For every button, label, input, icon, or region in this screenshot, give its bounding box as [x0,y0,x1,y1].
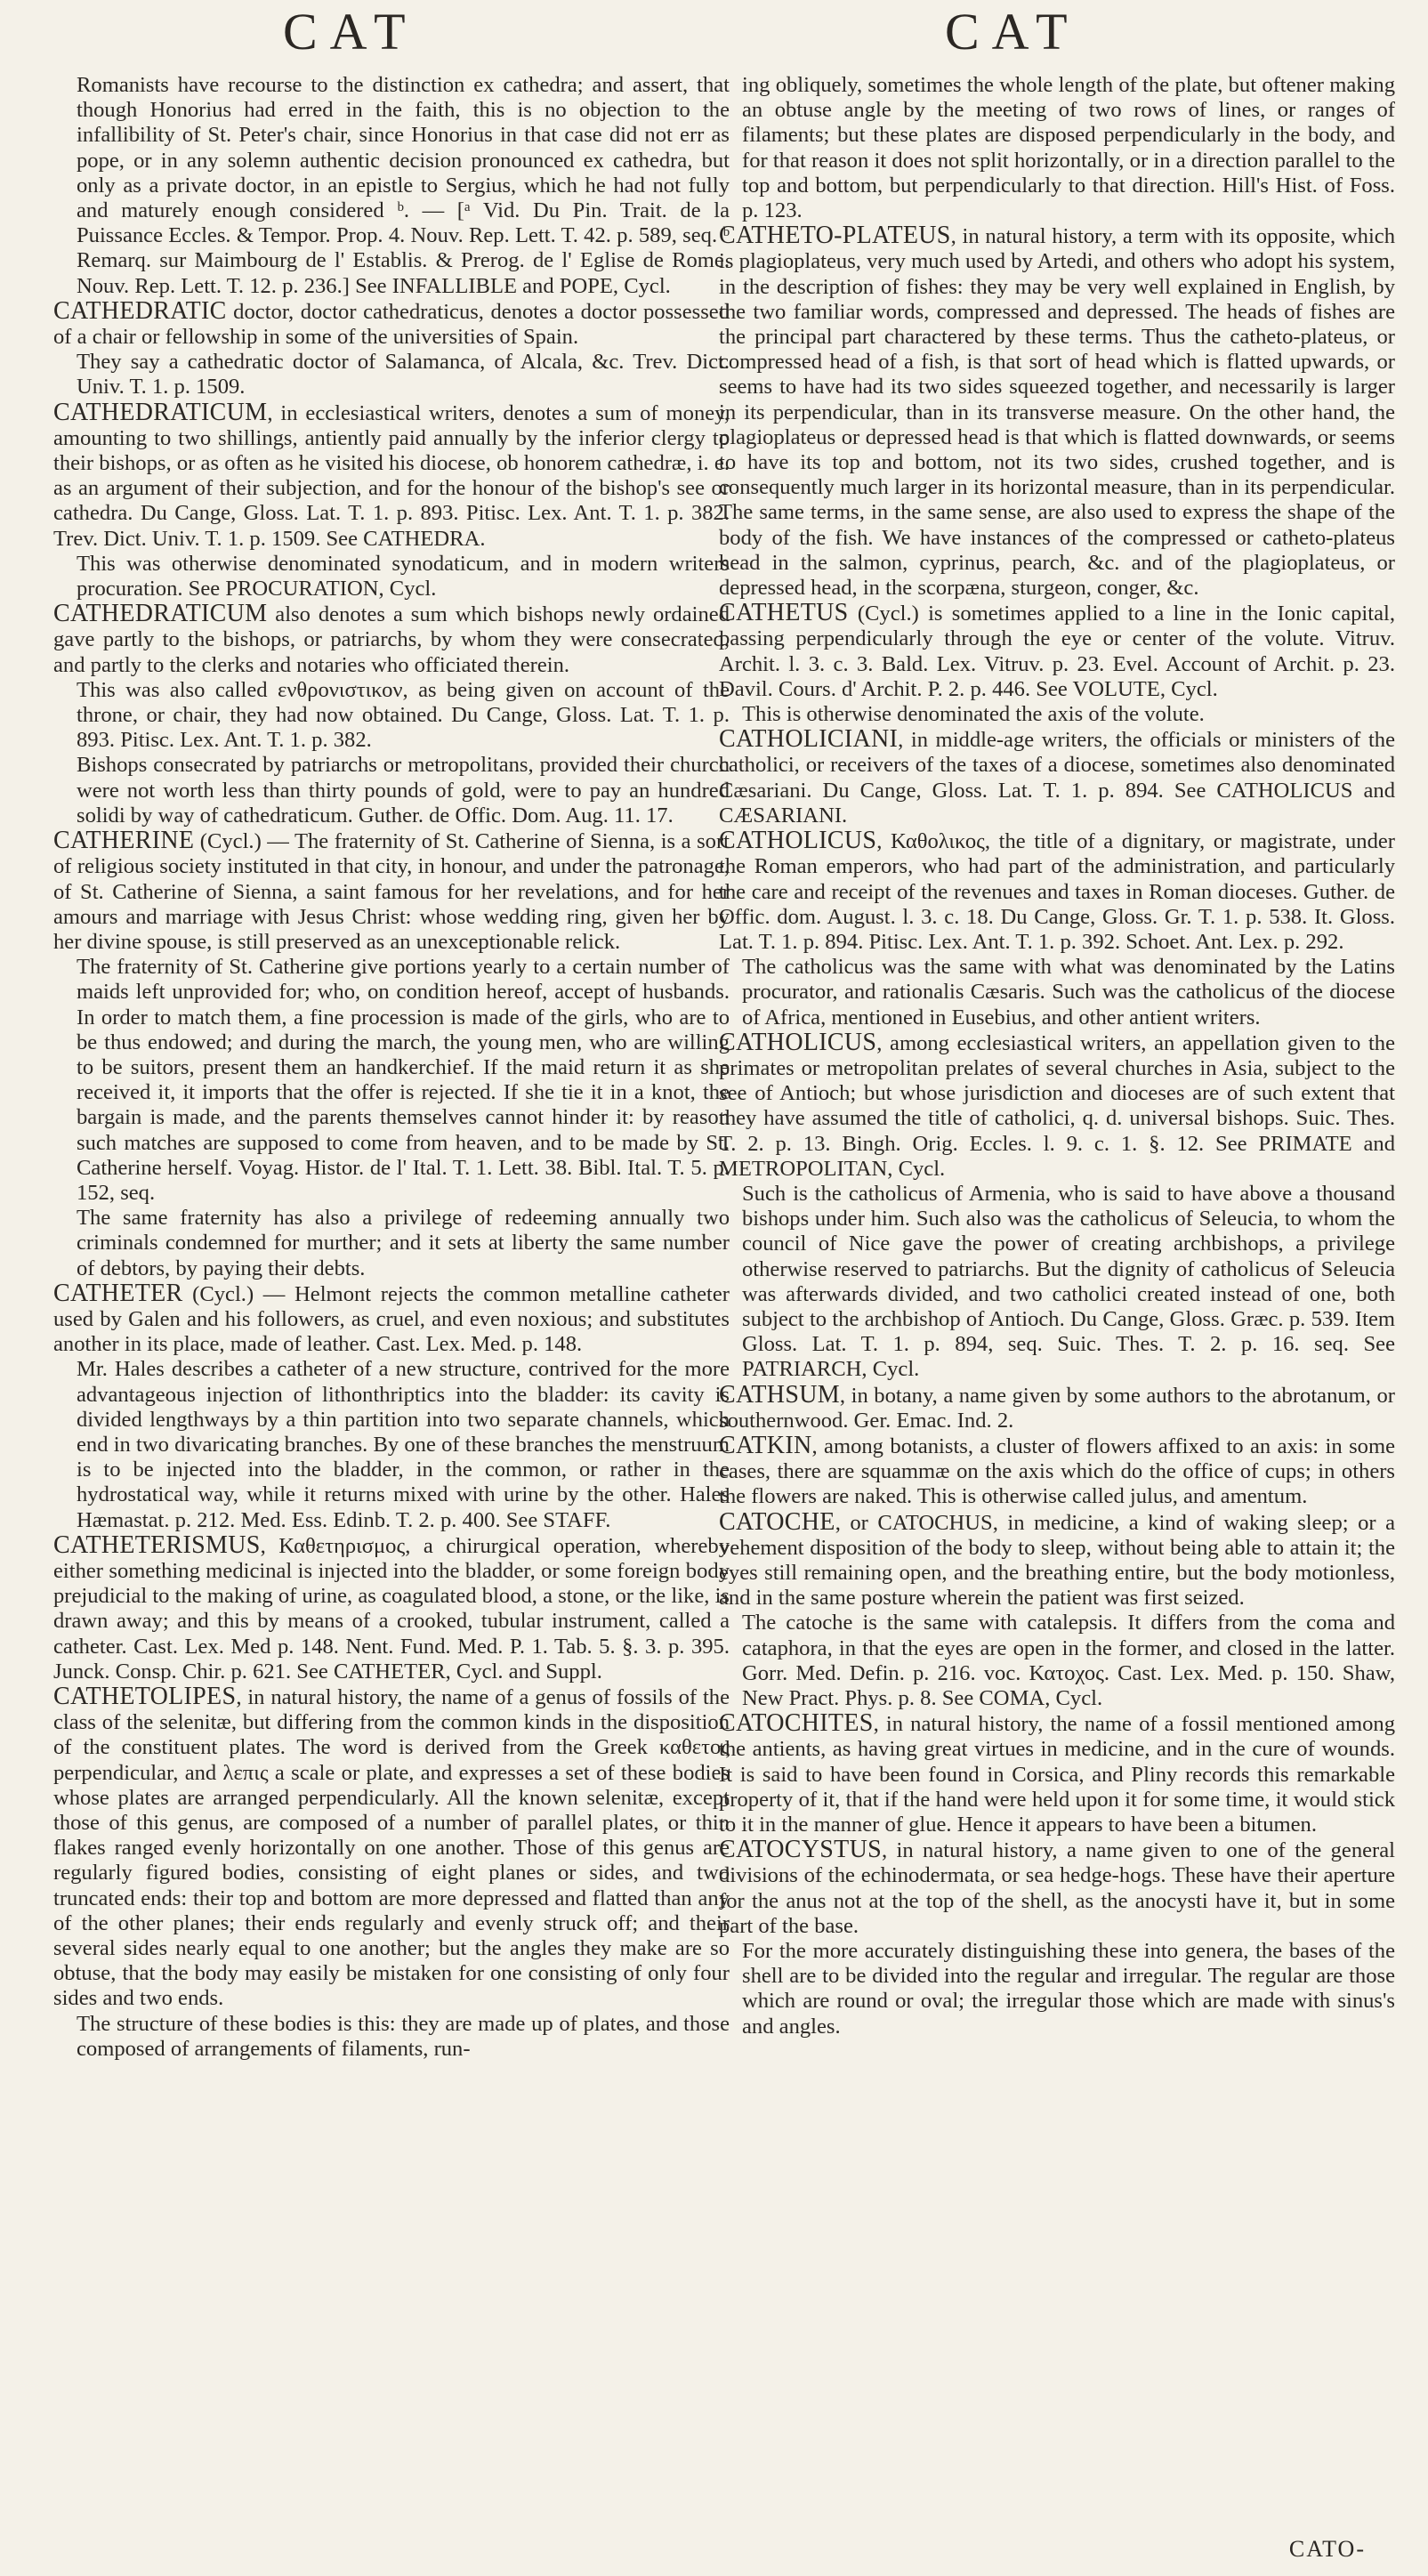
entry-text: , among botanists, a cluster of flowers affixed to an axis: in some cases, there are squammæ on the axis which do the office of cups; in others the flowers are naked. This is otherwise called julus, and amentum. [719,1433,1395,1509]
entry-headword: CATHETERISMUS [53,1530,261,1559]
right-column [719,73,1395,2039]
dictionary-entry [719,828,1395,955]
entry-subparagraph: Bishops consecrated by patriarchs or metropolitans, provided their church were not worth less than thirty pounds of gold, were to pay an hundred solidi by way of cathedraticum. Guther. de Offic. Dom. Aug. 11. 17. [77,753,730,828]
entry-subparagraph: The fraternity of St. Catherine give portions yearly to a certain number of maids left unprovided for; who, on condition hereof, accept of husbands. In order to match them, a fine procession is made of the girls, who are to be thus endowed; and during the march, the young men, who are willing to be suitors, present them an handkerchief. If the maid return it as she received it, it imports that the offer is rejected. If she tie it in a knot, the bargain is made, and the parents themselves cannot hinder it: by reason such matches are supposed to come from heaven, and to be made by St. Catherine herself. Voyag. Histor. de l' Ital. T. 1. Lett. 38. Bibl. Ital. T. 5. p. 152, seq. [77,955,730,1205]
entry-headword: CATHERINE [53,827,195,855]
entry-text: , in natural history, a name given to one of the general divisions of the echinodermata, or sea hedge-hogs. These have their aperture for the anus not at the top of the shell, as the anocysti have it, but in some part of the base. [719,1838,1395,1938]
entry-text: , in middle-age writers, the officials or ministers of the catholici, or receivers of the taxes of a diocese, sometimes also denominated Cæsariani. Du Cange, Gloss. Lat. T. 1. p. 894. See CATHOLICUS and CÆSARIANI. [719,728,1395,828]
running-head-right: CAT [945,3,1080,61]
entry-headword: CATHEDRATICUM [53,398,268,426]
entry-text: , among ecclesiastical writers, an appellation given to the primates or metropolitan prelates of several churches in Asia, subject to the see of Antioch; but whose jurisdiction and dioceses are of such extent that they have assumed the title of catholici, q. d. universal bishops. Suic. Thes. T. 2. p. 13. Bingh. Orig. Eccles. l. 9. c. 1. §. 12. See PRIMATE and METROPOLITAN, Cycl. [719,1030,1395,1181]
entry-text: , Καθετηρισμος, a chirurgical operation, whereby either something medicinal is injected into the bladder, or some foreign body prejudicial to the making of urine, as coagulated blood, a stone, or the like, is drawn away; and this by means of a crooked, tubular instrument, called a catheter. Cast. Lex. Med p. 148. Nent. Fund. Med. P. 1. Tab. 5. §. 3. p. 395. Junck. Consp. Chir. p. 621. See CATHETER, Cycl. and Suppl. [53,1533,730,1684]
column-divider [714,82,715,2520]
entry-headword: CATHEDRATICUM [53,600,268,628]
entry-headword: CATHSUM [719,1380,840,1409]
entry-text: doctor, doctor cathedraticus, denotes a doctor possessed of a chair or fellowship in some of the universities of Spain. [53,299,730,350]
entry-headword: CATOCHITES [719,1709,874,1738]
entry-subparagraph: The catholicus was the same with what was denominated by the Latins procurator, and rationalis Cæsaris. Such was the catholicus of the diocese of Africa, mentioned in Eusebius, and other antient writers. [742,955,1395,1030]
entry-headword: CATHETUS [719,599,849,627]
entry-headword: CATHEDRATIC [53,296,227,325]
entry-subparagraph: They say a cathedratic doctor of Salamanca, of Alcala, &c. Trev. Dict. Univ. T. 1. p. 1509. [77,350,730,400]
entry-headword: CATHOLICUS [719,827,877,855]
dictionary-entry [719,727,1395,828]
running-head-left: CAT [283,3,418,61]
dictionary-entry [53,1530,730,1684]
entry-subparagraph: The catoche is the same with catalepsis. It differs from the coma and cataphora, in that the eyes are open in the former, and closed in the latter. Gorr. Med. Defin. p. 216. voc. Κατοχος. Cast. Lex. Med. p. 150. Shaw, New Pract. Phys. p. 8. See COMA, Cycl. [742,1611,1395,1710]
dictionary-entry [719,1837,1395,1939]
entry-subparagraph: This is otherwise denominated the axis of the volute. [742,702,1205,727]
catchword: CATO- [1288,2536,1366,2562]
entry-text: , or CATOCHUS, in medicine, a kind of waking sleep; or a vehement disposition of the body to sleep, without being able to attain it; the eyes still remaining open, and the breathing entire, but the body motionless, and in the same posture wherein the patient was first seized. [719,1510,1395,1611]
entry-text: , in natural history, a term with its opposite, which is plagioplateus, very much used by Artedi, and others who adopt his system, in the description of fishes: they may be very well explained in English, by the two familiar words, compressed and depressed. The heads of fishes are the principal part charactered by these terms. Thus the catheto-plateus, or compressed head of a fish, is that sort of head which is flatted upwards, or seems to have had its two sides squeezed together, and necessarily is larger in its perpendicular, than in its transverse measure. On the other hand, the plagioplateus or depressed head is that which is flatted downwards, or seems to have its top and bottom, not its two sides, crushed together, and is consequently much larger in its horizontal measure, than in its perpendicular. The same terms, in the same sense, are also used to express the shape of the body of the fish. We have instances of the compressed or catheto-plateus head in the salmon, cyprinus, pearch, &c. and of the plagioplateus, or depressed head, in the scorpæna, sturgeon, conger, &c. [719,224,1395,601]
continued-paragraph: ing obliquely, sometimes the whole length of the plate, but oftener making an obtuse angle by the meeting of two rows of lines, or ranges of filaments; but these plates are disposed perpendicularly in the body, and for that reason it does not split horizontally, or in a direction parallel to the top and bottom, but perpendicularly to that direction. Hill's Hist. of Foss. p. 123. [742,73,1395,223]
dictionary-entry [719,223,1395,601]
entry-headword: CATHETER [53,1279,183,1307]
dictionary-entry [719,1380,1395,1433]
dictionary-entry [53,828,730,955]
entry-text: , in ecclesiastical writers, denotes a sum of money, amounting to two shillings, antiently paid annually by the inferior clergy to their bishops, or as often as he visited his diocese, ob honorem cathedræ, i. e. as an argument of their subjection, and for the honour of the bishop's see or cathedra. Du Cange, Gloss. Lat. T. 1. p. 893. Pitisc. Lex. Ant. T. 1. p. 382. Trev. Dict. Univ. T. 1. p. 1509. See CATHEDRA. [53,400,730,551]
entry-subparagraph: Such is the catholicus of Armenia, who is said to have above a thousand bishops under him. Such also was the catholicus of Seleucia, to whom the council of Nice gave the power of creating archbishops, a privilege otherwise reserved to patriarchs. But the dignity of catholicus of Seleucia was afterwards divided, and two catholici created instead of one, both subject to the archbishop of Antioch. Du Cange, Gloss. Græc. p. 539. Item Gloss. Lat. T. 1. p. 894, seq. Suic. Thes. T. 2. p. 16. seq. See PATRIARCH, Cycl. [742,1181,1395,1382]
entry-text: , Καθολικος, the title of a dignitary, or magistrate, under the Roman emperors, who had part of the administration, and particularly the care and receipt of the revenues and taxes in Roman dioceses. Guther. de Offic. dom. August. l. 3. c. 18. Du Cange, Gloss. Gr. T. 1. p. 538. It. Gloss. Lat. T. 1. p. 894. Pitisc. Lex. Ant. T. 1. p. 392. Schoet. Ant. Lex. p. 292. [719,829,1395,954]
left-column [53,73,730,2062]
dictionary-entry [53,400,730,552]
entry-text: also denotes a sum which bishops newly ordained gave partly to the bishops, or patriarchs, by whom they were consecrated, and partly to the clerks and notaries who officiated therein. [53,602,730,677]
entry-headword: CATKIN [719,1431,812,1459]
entry-headword: CATOCYSTUS [719,1836,882,1864]
entry-text: (Cycl.) — Helmont rejects the common metalline catheter used by Galen and his followers, as cruel, and even noxious; and substitutes another in its place, made of leather. Cast. Lex. Med. p. 148. [53,1281,730,1357]
continued-paragraph: Romanists have recourse to the distinction ex cathedra; and assert, that though Honorius had erred in the faith, this is no objection to the infallibility of St. Peter's chair, since Honorius in that case did not err as pope, or in any solemn authentic decision pronounced ex cathedra, but only as a private doctor, in an epistle to Sergius, which he had not fully and maturely enough considered ᵇ. — [ᵃ Vid. Du Pin. Trait. de la Puissance Eccles. & Tempor. Prop. 4. Nouv. Rep. Lett. T. 42. p. 589, seq. ᵇ Remarq. sur Maimbourg de l' Establis. & Prerog. de l' Eglise de Rome. Nouv. Rep. Lett. T. 12. p. 236.] See INFALLIBLE and POPE, Cycl. [77,73,730,298]
entry-text: , in natural history, the name of a fossil mentioned among the antients, as having great virtues in medicine, and in the cure of wounds. It is said to have been found in Corsica, and Pliny records this remarkable property of it, that if the hand were held upon it for some time, it would stick to it in the manner of glue. Hence it appears to have been a bitumen. [719,1712,1395,1837]
dictionary-entry [53,602,730,678]
entry-headword: CATOCHE [719,1507,835,1536]
entry-headword: CATHETOLIPES [53,1683,237,1710]
entry-subparagraph: This was otherwise denominated synodaticum, and in modern writers procuration. See PROCURATION, Cycl. [77,551,730,602]
entry-text: (Cycl.) is sometimes applied to a line in the Ionic capital, passing perpendicularly through the eye or center of the volute. Vitruv. Archit. l. 3. c. 3. Bald. Lex. Vitruv. p. 23. Evel. Account of Archit. p. 23. Davil. Cours. d' Archit. P. 2. p. 446. See VOLUTE, Cycl. [719,602,1395,701]
entry-headword: CATHETO-PLATEUS [719,222,951,250]
dictionary-entry [53,296,730,350]
dictionary-entry [719,1030,1395,1182]
entry-subparagraph: The same fraternity has also a privilege of redeeming annually two criminals condemned for murther; and it sets at liberty the same number of debtors, by paying their debts. [77,1206,730,1280]
entry-headword: CATHOLICIANI [719,725,899,754]
dictionary-entry [719,1711,1395,1837]
entry-text: , in natural history, the name of a genus of fossils of the class of the selenitæ, but differing from the common kinds in the disposition of the constituent plates. The word is derived from the Greek καθετος perpendicular, and λεπις a scale or plate, and expresses a set of these bodies whose plates are arranged perpendicularly. All the known selenitæ, except those of this genus, are composed of a number of parallel plates, or thin flakes ranged evenly horizontally on one another. Those of this genus are regularly figured bodies, consisting of eight planes or sides, and two truncated ends: their top and bottom are more depressed and flatted than any of the other planes; their ends regularly and evenly struck off; and their several sides nearly equal to one another; but the angles they make are so obtuse, that the body may easily be mistaken for one consisting of only four sides and two ends. [53,1685,730,2011]
entry-subparagraph: Mr. Hales describes a catheter of a new structure, contrived for the more advantageous injection of lithonthriptics into the bladder: its cavity is divided lengthways by a thin partition into two separate channels, which end in two divaricating branches. By one of these branches the menstruum is to be injected into the bladder, in the common, or rather in the hydrostatical way, while it returns mixed with urine by the other. Hales Hæmastat. p. 212. Med. Ess. Edinb. T. 2. p. 400. See STAFF. [77,1357,730,1532]
dictionary-entry [719,601,1395,702]
entry-subparagraph: The structure of these bodies is this: they are made up of plates, and those composed of arrangements of filaments, run- [77,2011,730,2061]
entry-headword: CATHOLICUS [719,1028,877,1056]
dictionary-entry [53,1684,730,2012]
entry-text: (Cycl.) — The fraternity of St. Catherine of Sienna, is a sort of religious society instituted in that city, in honour, and under the patronage, of St. Catherine of Sienna, a saint famous for her revelations, and for her amours and marriage with Jesus Christ: whose wedding ring, given her by her divine spouse, is still preserved as an unexceptionable relick. [53,829,730,954]
dictionary-entry [719,1507,1395,1611]
dictionary-entry [53,1281,730,1358]
entry-subparagraph: For the more accurately distinguishing these into genera, the bases of the shell are to be divided into the regular and irregular. The regular are those which are round or oval; the irregular those which are made with sinus's and angles. [742,1939,1395,2039]
entry-text: , in botany, a name given by some authors to the abrotanum, or southernwood. Ger. Emac. Ind. 2. [719,1383,1395,1433]
entry-subparagraph: This was also called ενθρονιστικον, as being given on account of the throne, or chair, they had now obtained. Du Cange, Gloss. Lat. T. 1. p. 893. Pitisc. Lex. Ant. T. 1. p. 382. [77,677,730,753]
dictionary-entry [719,1433,1395,1510]
